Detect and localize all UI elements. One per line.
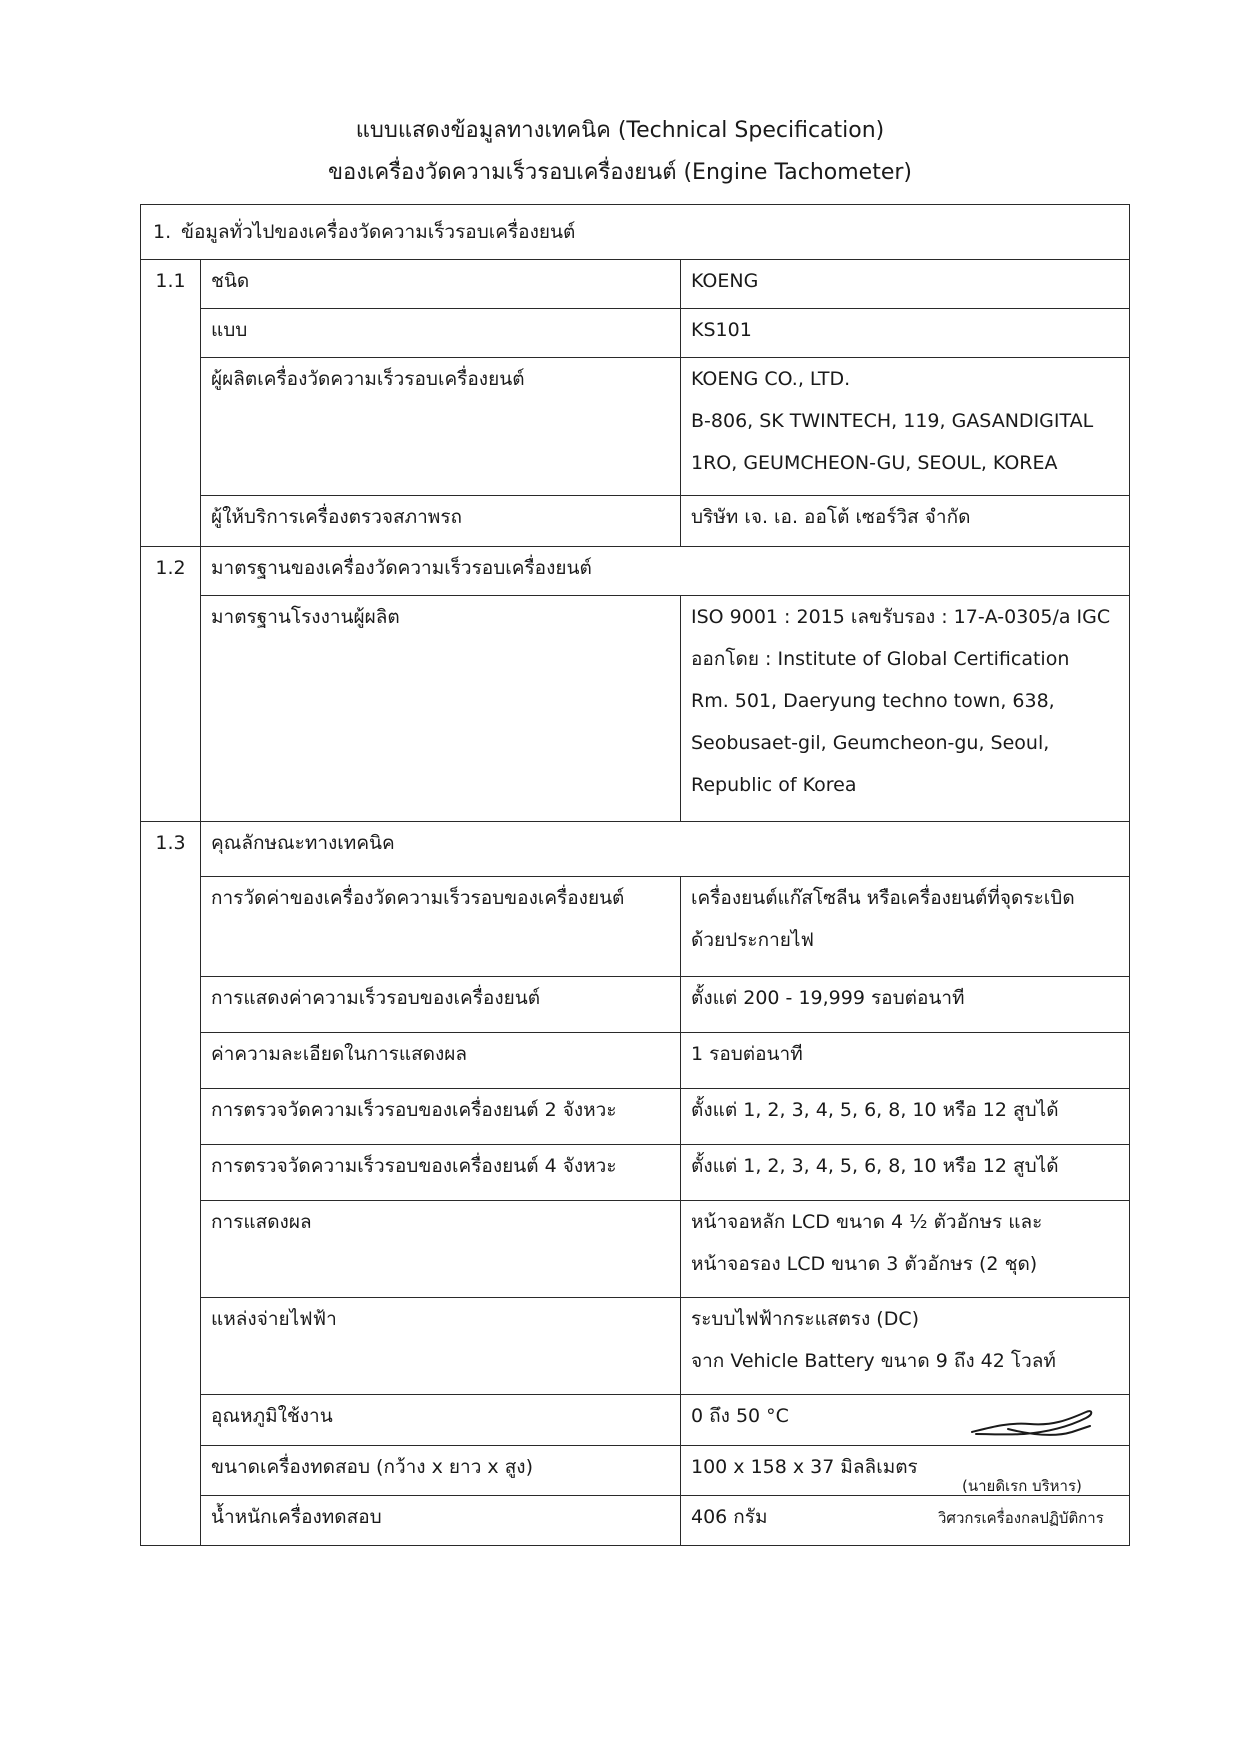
row-number: 1.3 bbox=[141, 822, 201, 877]
table-row bbox=[141, 547, 1130, 596]
subsection-title: คุณลักษณะทางเทคนิค bbox=[201, 822, 1130, 877]
table-row bbox=[141, 309, 1130, 358]
value-line: Republic of Korea bbox=[691, 774, 857, 796]
row-label: ผู้ผลิตเครื่องวัดความเร็วรอบเครื่องยนต์ bbox=[201, 358, 681, 496]
value-line: Seobusaet-gil, Geumcheon-gu, Seoul, bbox=[691, 732, 1050, 754]
section-title: ข้อมูลทั่วไปของเครื่องวัดความเร็วรอบเครื่องยนต์ bbox=[181, 221, 576, 243]
table-row bbox=[141, 1145, 1130, 1201]
row-value bbox=[681, 358, 1130, 496]
table-row bbox=[141, 877, 1130, 977]
table-row bbox=[141, 1298, 1130, 1395]
row-number: 1.2 bbox=[141, 547, 201, 596]
value-line: หน้าจอหลัก LCD ขนาด 4 ½ ตัวอักษร และ bbox=[691, 1211, 1043, 1233]
value-line: ด้วยประกายไฟ bbox=[691, 929, 814, 951]
row-label: ผู้ให้บริการเครื่องตรวจสภาพรถ bbox=[201, 496, 681, 547]
row-label: การตรวจวัดความเร็วรอบของเครื่องยนต์ 4 จังหวะ bbox=[201, 1145, 681, 1201]
table-row bbox=[141, 496, 1130, 547]
row-label: การแสดงผล bbox=[201, 1201, 681, 1298]
value-line: ออกโดย : Institute of Global Certification bbox=[691, 648, 1070, 670]
row-label: ชนิด bbox=[201, 260, 681, 309]
value-line: ระบบไฟฟ้ากระแสตรง (DC) bbox=[691, 1308, 919, 1330]
row-value: 0 ถึง 50 °C bbox=[681, 1395, 1130, 1446]
table-row bbox=[141, 1089, 1130, 1145]
value-line: เครื่องยนต์แก๊สโซลีน หรือเครื่องยนต์ที่จุดระเบิด bbox=[691, 887, 1075, 909]
signer-name: (นายดิเรก บริหาร) bbox=[962, 1477, 1082, 1495]
table-row bbox=[141, 1033, 1130, 1089]
row-label: น้ำหนักเครื่องทดสอบ bbox=[201, 1496, 681, 1546]
value-line: 1RO, GEUMCHEON-GU, SEOUL, KOREA bbox=[691, 452, 1058, 474]
row-label: การแสดงค่าความเร็วรอบของเครื่องยนต์ bbox=[201, 977, 681, 1033]
row-label: อุณหภูมิใช้งาน bbox=[201, 1395, 681, 1446]
table-row bbox=[141, 358, 1130, 496]
row-value bbox=[681, 1298, 1130, 1395]
row-value: KOENG bbox=[681, 260, 1130, 309]
value-line: Rm. 501, Daeryung techno town, 638, bbox=[691, 690, 1055, 712]
row-value: 1 รอบต่อนาที bbox=[681, 1033, 1130, 1089]
value-line: ISO 9001 : 2015 เลขรับรอง : 17-A-0305/a IGC bbox=[691, 606, 1111, 628]
row-label: การตรวจวัดความเร็วรอบของเครื่องยนต์ 2 จังหวะ bbox=[201, 1089, 681, 1145]
section-header-cell bbox=[141, 205, 1130, 260]
row-value: ตั้งแต่ 1, 2, 3, 4, 5, 6, 8, 10 หรือ 12 สูบได้ bbox=[681, 1145, 1130, 1201]
row-value bbox=[681, 1201, 1130, 1298]
table-row bbox=[141, 822, 1130, 877]
row-label: ขนาดเครื่องทดสอบ (กว้าง x ยาว x สูง) bbox=[201, 1446, 681, 1496]
row-value: 406 กรัม bbox=[681, 1496, 1130, 1546]
table-row bbox=[141, 596, 1130, 822]
table-row bbox=[141, 260, 1130, 309]
section-header-row bbox=[141, 205, 1130, 260]
row-value: บริษัท เจ. เอ. ออโต้ เซอร์วิส จำกัด bbox=[681, 496, 1130, 547]
table-row bbox=[141, 977, 1130, 1033]
row-label: การวัดค่าของเครื่องวัดความเร็วรอบของเครื่องยนต์ bbox=[201, 877, 681, 977]
row-number: 1.1 bbox=[141, 260, 201, 309]
subsection-title: มาตรฐานของเครื่องวัดความเร็วรอบเครื่องยนต์ bbox=[201, 547, 1130, 596]
row-label: แหล่งจ่ายไฟฟ้า bbox=[201, 1298, 681, 1395]
signer-position: วิศวกรเครื่องกลปฏิบัติการ bbox=[938, 1509, 1104, 1527]
row-label: ค่าความละเอียดในการแสดงผล bbox=[201, 1033, 681, 1089]
signature-mark bbox=[968, 1398, 1098, 1444]
document-title-line2: ของเครื่องวัดความเร็วรอบเครื่องยนต์ (Engine Tachometer) bbox=[328, 160, 912, 185]
row-label: มาตรฐานโรงงานผู้ผลิต bbox=[201, 596, 681, 822]
row-value: ตั้งแต่ 200 - 19,999 รอบต่อนาที bbox=[681, 977, 1130, 1033]
row-value: 100 x 158 x 37 มิลลิเมตร bbox=[681, 1446, 1130, 1496]
value-line: B-806, SK TWINTECH, 119, GASANDIGITAL bbox=[691, 410, 1094, 432]
value-line: หน้าจอรอง LCD ขนาด 3 ตัวอักษร (2 ชุด) bbox=[691, 1253, 1038, 1275]
row-value: ตั้งแต่ 1, 2, 3, 4, 5, 6, 8, 10 หรือ 12 สูบได้ bbox=[681, 1089, 1130, 1145]
row-value bbox=[681, 596, 1130, 822]
value-line: KOENG CO., LTD. bbox=[691, 368, 851, 390]
value-line: จาก Vehicle Battery ขนาด 9 ถึง 42 โวลท์ bbox=[691, 1350, 1056, 1372]
row-value bbox=[681, 877, 1130, 977]
document-title-line1: แบบแสดงข้อมูลทางเทคนิค (Technical Specification) bbox=[355, 118, 885, 143]
spec-table bbox=[140, 204, 1130, 1546]
table-row bbox=[141, 1201, 1130, 1298]
row-value: KS101 bbox=[681, 309, 1130, 358]
section-number: 1. bbox=[153, 221, 172, 243]
row-label: แบบ bbox=[201, 309, 681, 358]
